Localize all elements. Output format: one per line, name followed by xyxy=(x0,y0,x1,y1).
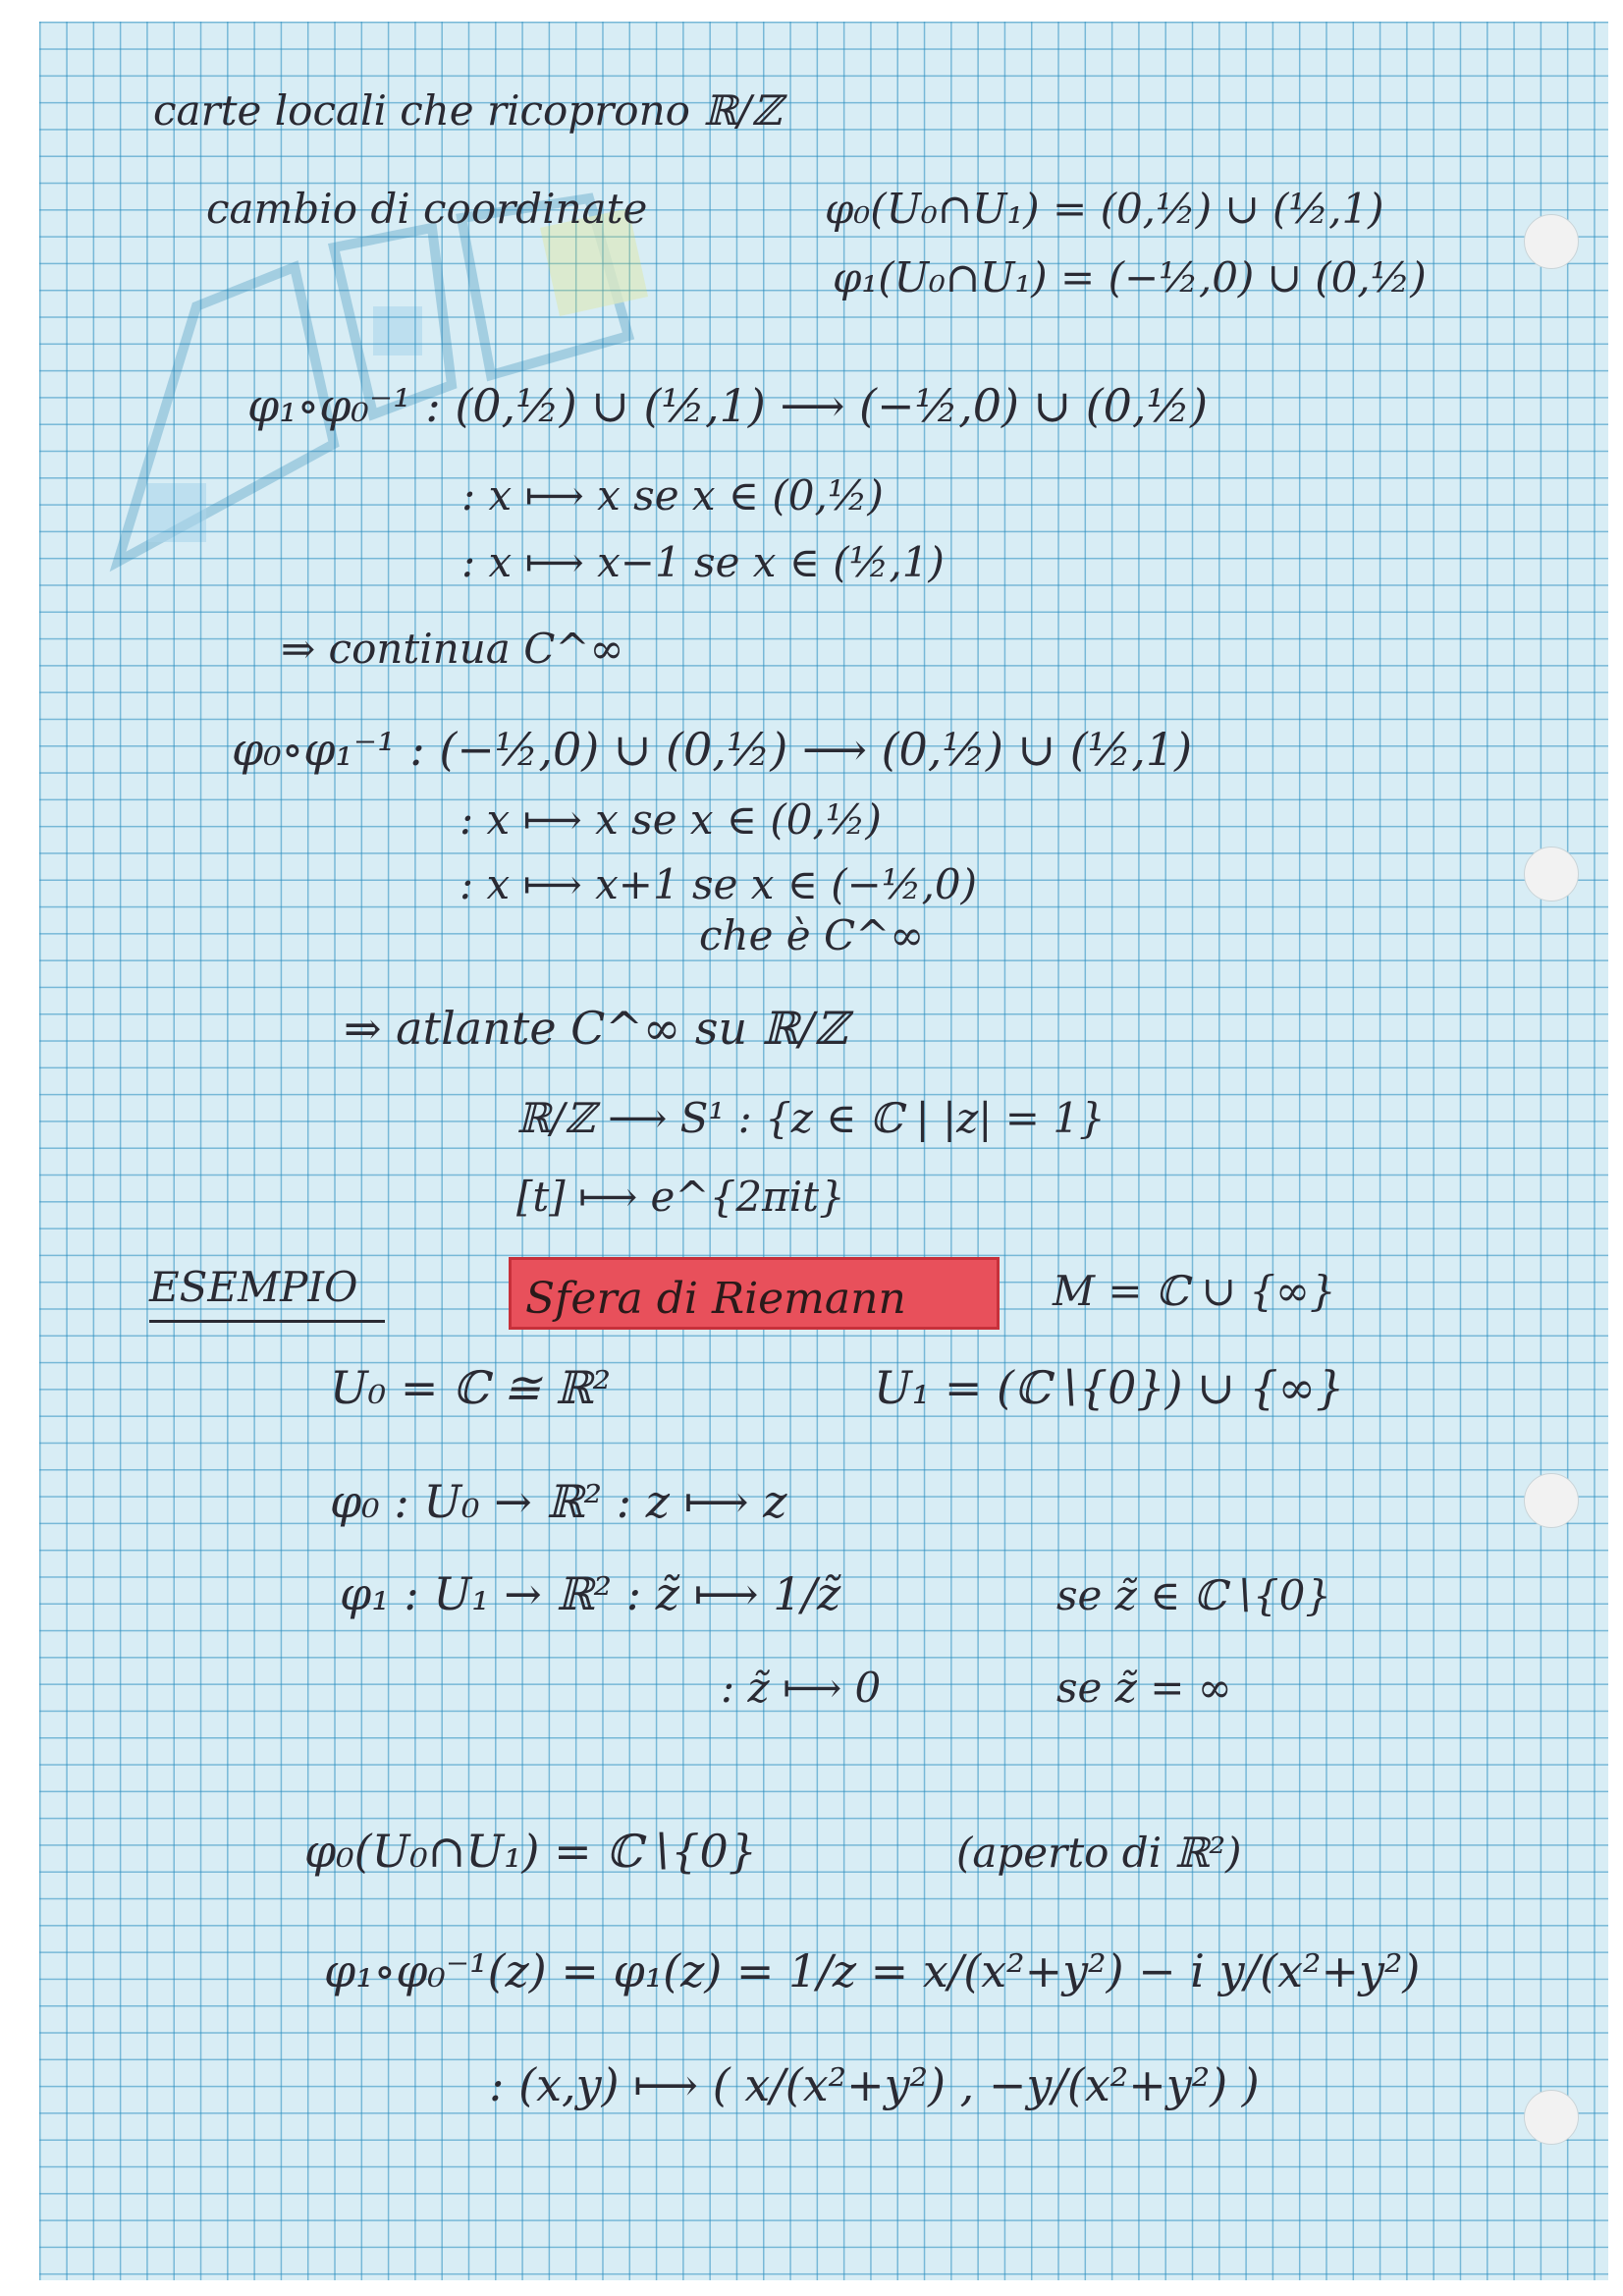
line-transition-10-case2: : x ⟼ x−1 se x ∈ (½,1) xyxy=(461,538,945,586)
line-coordinate-formula: : (x,y) ⟼ ( x/(x²+y²) , −y/(x²+y²) ) xyxy=(489,2058,1260,2111)
line-open-set: (aperto di ℝ²) xyxy=(956,1829,1242,1877)
example-heading: ESEMPIO xyxy=(149,1263,358,1311)
riemann-sphere-title: Sfera di Riemann xyxy=(525,1274,906,1324)
line-phi1-intersection: φ₁(U₀∩U₁) = (−½,0) ∪ (0,½) xyxy=(833,253,1427,301)
binder-hole xyxy=(1524,2090,1579,2145)
riemann-sphere-highlight xyxy=(509,1257,1000,1330)
line-coordinate-change: cambio di coordinate xyxy=(206,185,648,233)
line-phi1-case2: : z̃ ⟼ 0 xyxy=(721,1664,882,1712)
line-phi0-intersection: φ₀(U₀∩U₁) = (0,½) ∪ (½,1) xyxy=(825,185,1384,233)
line-phi1-condition2: se z̃ = ∞ xyxy=(1056,1664,1232,1712)
line-atlas: ⇒ atlante C^∞ su ℝ/ℤ xyxy=(344,1002,848,1055)
line-smooth: che è C^∞ xyxy=(699,911,925,959)
line-circle-map: ℝ/ℤ ⟶ S¹ : {z ∈ ℂ | |z| = 1} xyxy=(516,1094,1106,1142)
binder-hole xyxy=(1524,847,1579,902)
example-underline xyxy=(149,1320,385,1323)
binder-hole xyxy=(1524,1473,1579,1528)
line-phi1-chart: φ₁ : U₁ → ℝ² : z̃ ⟼ 1/z̃ xyxy=(340,1567,841,1620)
line-exponential: [t] ⟼ e^{2πit} xyxy=(516,1173,845,1221)
line-transition-formula: φ₁∘φ₀⁻¹(z) = φ₁(z) = 1/z = x/(x²+y²) − i y/(x²+y²) xyxy=(324,1944,1421,1997)
line-u0-def: U₀ = ℂ ≅ ℝ² xyxy=(330,1361,612,1414)
notebook-page xyxy=(39,22,1608,2280)
line-local-charts: carte locali che ricoprono ℝ/ℤ xyxy=(153,86,782,135)
line-continuous: ⇒ continua C^∞ xyxy=(281,625,624,673)
line-transition-10-case1: : x ⟼ x se x ∈ (0,½) xyxy=(461,471,884,519)
line-phi1-condition1: se z̃ ∈ ℂ∖{0} xyxy=(1056,1571,1332,1619)
line-manifold-def: M = ℂ ∪ {∞} xyxy=(1053,1267,1336,1315)
line-transition-01-case2: : x ⟼ x+1 se x ∈ (−½,0) xyxy=(460,860,978,908)
binder-hole xyxy=(1524,214,1579,269)
line-u1-def: U₁ = (ℂ∖{0}) ∪ {∞} xyxy=(874,1361,1345,1414)
line-transition-10: φ₁∘φ₀⁻¹ : (0,½) ∪ (½,1) ⟶ (−½,0) ∪ (0,½) xyxy=(247,379,1209,432)
line-phi0-chart: φ₀ : U₀ → ℝ² : z ⟼ z xyxy=(330,1475,787,1528)
line-transition-01-case1: : x ⟼ x se x ∈ (0,½) xyxy=(460,795,882,844)
line-phi0-image: φ₀(U₀∩U₁) = ℂ∖{0} xyxy=(304,1825,757,1878)
line-transition-01: φ₀∘φ₁⁻¹ : (−½,0) ∪ (0,½) ⟶ (0,½) ∪ (½,1) xyxy=(232,723,1193,776)
